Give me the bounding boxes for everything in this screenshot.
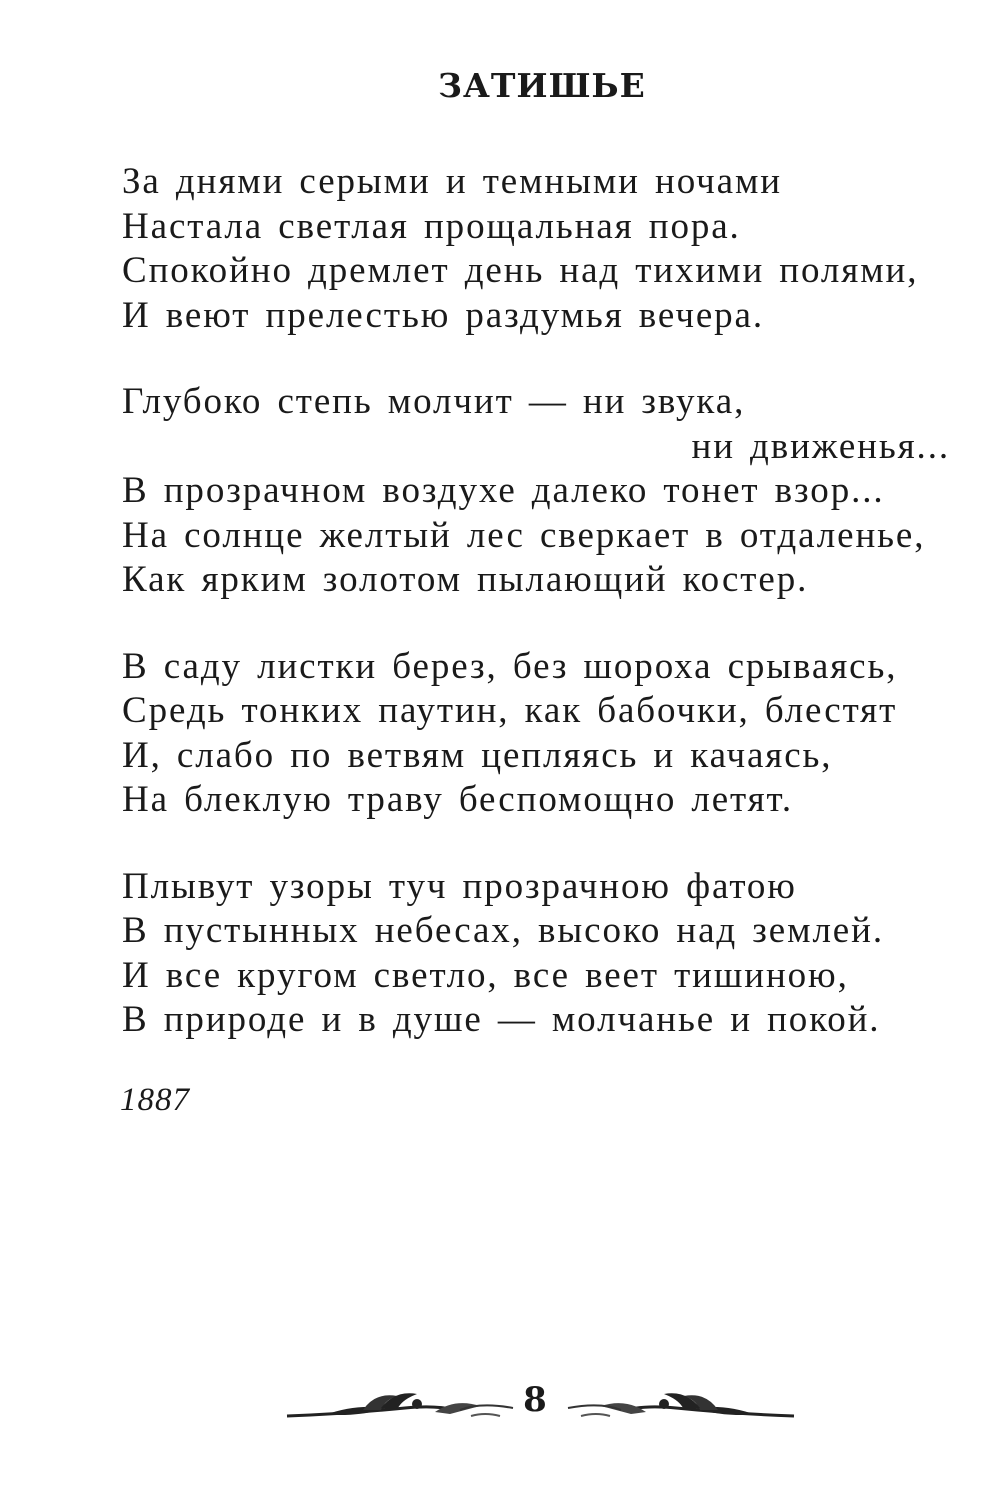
poem-line: В саду листки берез, без шороха срываясь, <box>122 645 898 687</box>
poem-title: ЗАТИШЬЕ <box>438 66 646 105</box>
poem-line: Настала светлая прощальная пора. <box>122 205 741 247</box>
poem-year: 1887 <box>120 1082 190 1118</box>
poem-line: За днями серыми и темными ночами <box>122 161 783 202</box>
scroll-ornament-icon <box>285 1388 515 1428</box>
stanza-4 <box>122 865 962 1043</box>
stanza-3 <box>122 645 962 823</box>
poem-line-continuation: ни движенья... <box>691 425 950 467</box>
poem-line: Как ярким золотом пылающий костер. <box>122 559 809 600</box>
poem-line: В прозрачном воздухе далеко тонет взор... <box>122 470 885 511</box>
page-footer <box>0 1380 1000 1440</box>
page-number: 8 <box>523 1380 547 1420</box>
poem-line: Спокойно дремлет день над тихими полями, <box>122 250 919 291</box>
poem-line: В природе и в душе — молчанье и покой. <box>122 999 881 1040</box>
scroll-ornament-icon <box>566 1388 796 1428</box>
poem-line: Средь тонких паутин, как бабочки, блестят <box>122 690 898 731</box>
poem-line: В пустынных небесах, высоко над землей. <box>122 910 884 951</box>
poem-line: И, слабо по ветвям цепляясь и качаясь, <box>122 734 833 776</box>
poem-line: На блеклую траву беспомощно летят. <box>122 779 793 820</box>
poem-line: И все кругом светло, все веет тишиною, <box>122 954 849 996</box>
poem-line: Глубоко степь молчит — ни звука, <box>122 381 746 422</box>
stanza-1 <box>122 160 962 338</box>
poem-line: И веют прелестью раздумья вечера. <box>122 294 765 336</box>
poem-line: На солнце желтый лес сверкает в отдаленье, <box>122 514 926 556</box>
poem-line: Плывут узоры туч прозрачною фатою <box>122 865 797 907</box>
poem-body <box>122 160 962 1085</box>
stanza-2 <box>122 380 962 603</box>
